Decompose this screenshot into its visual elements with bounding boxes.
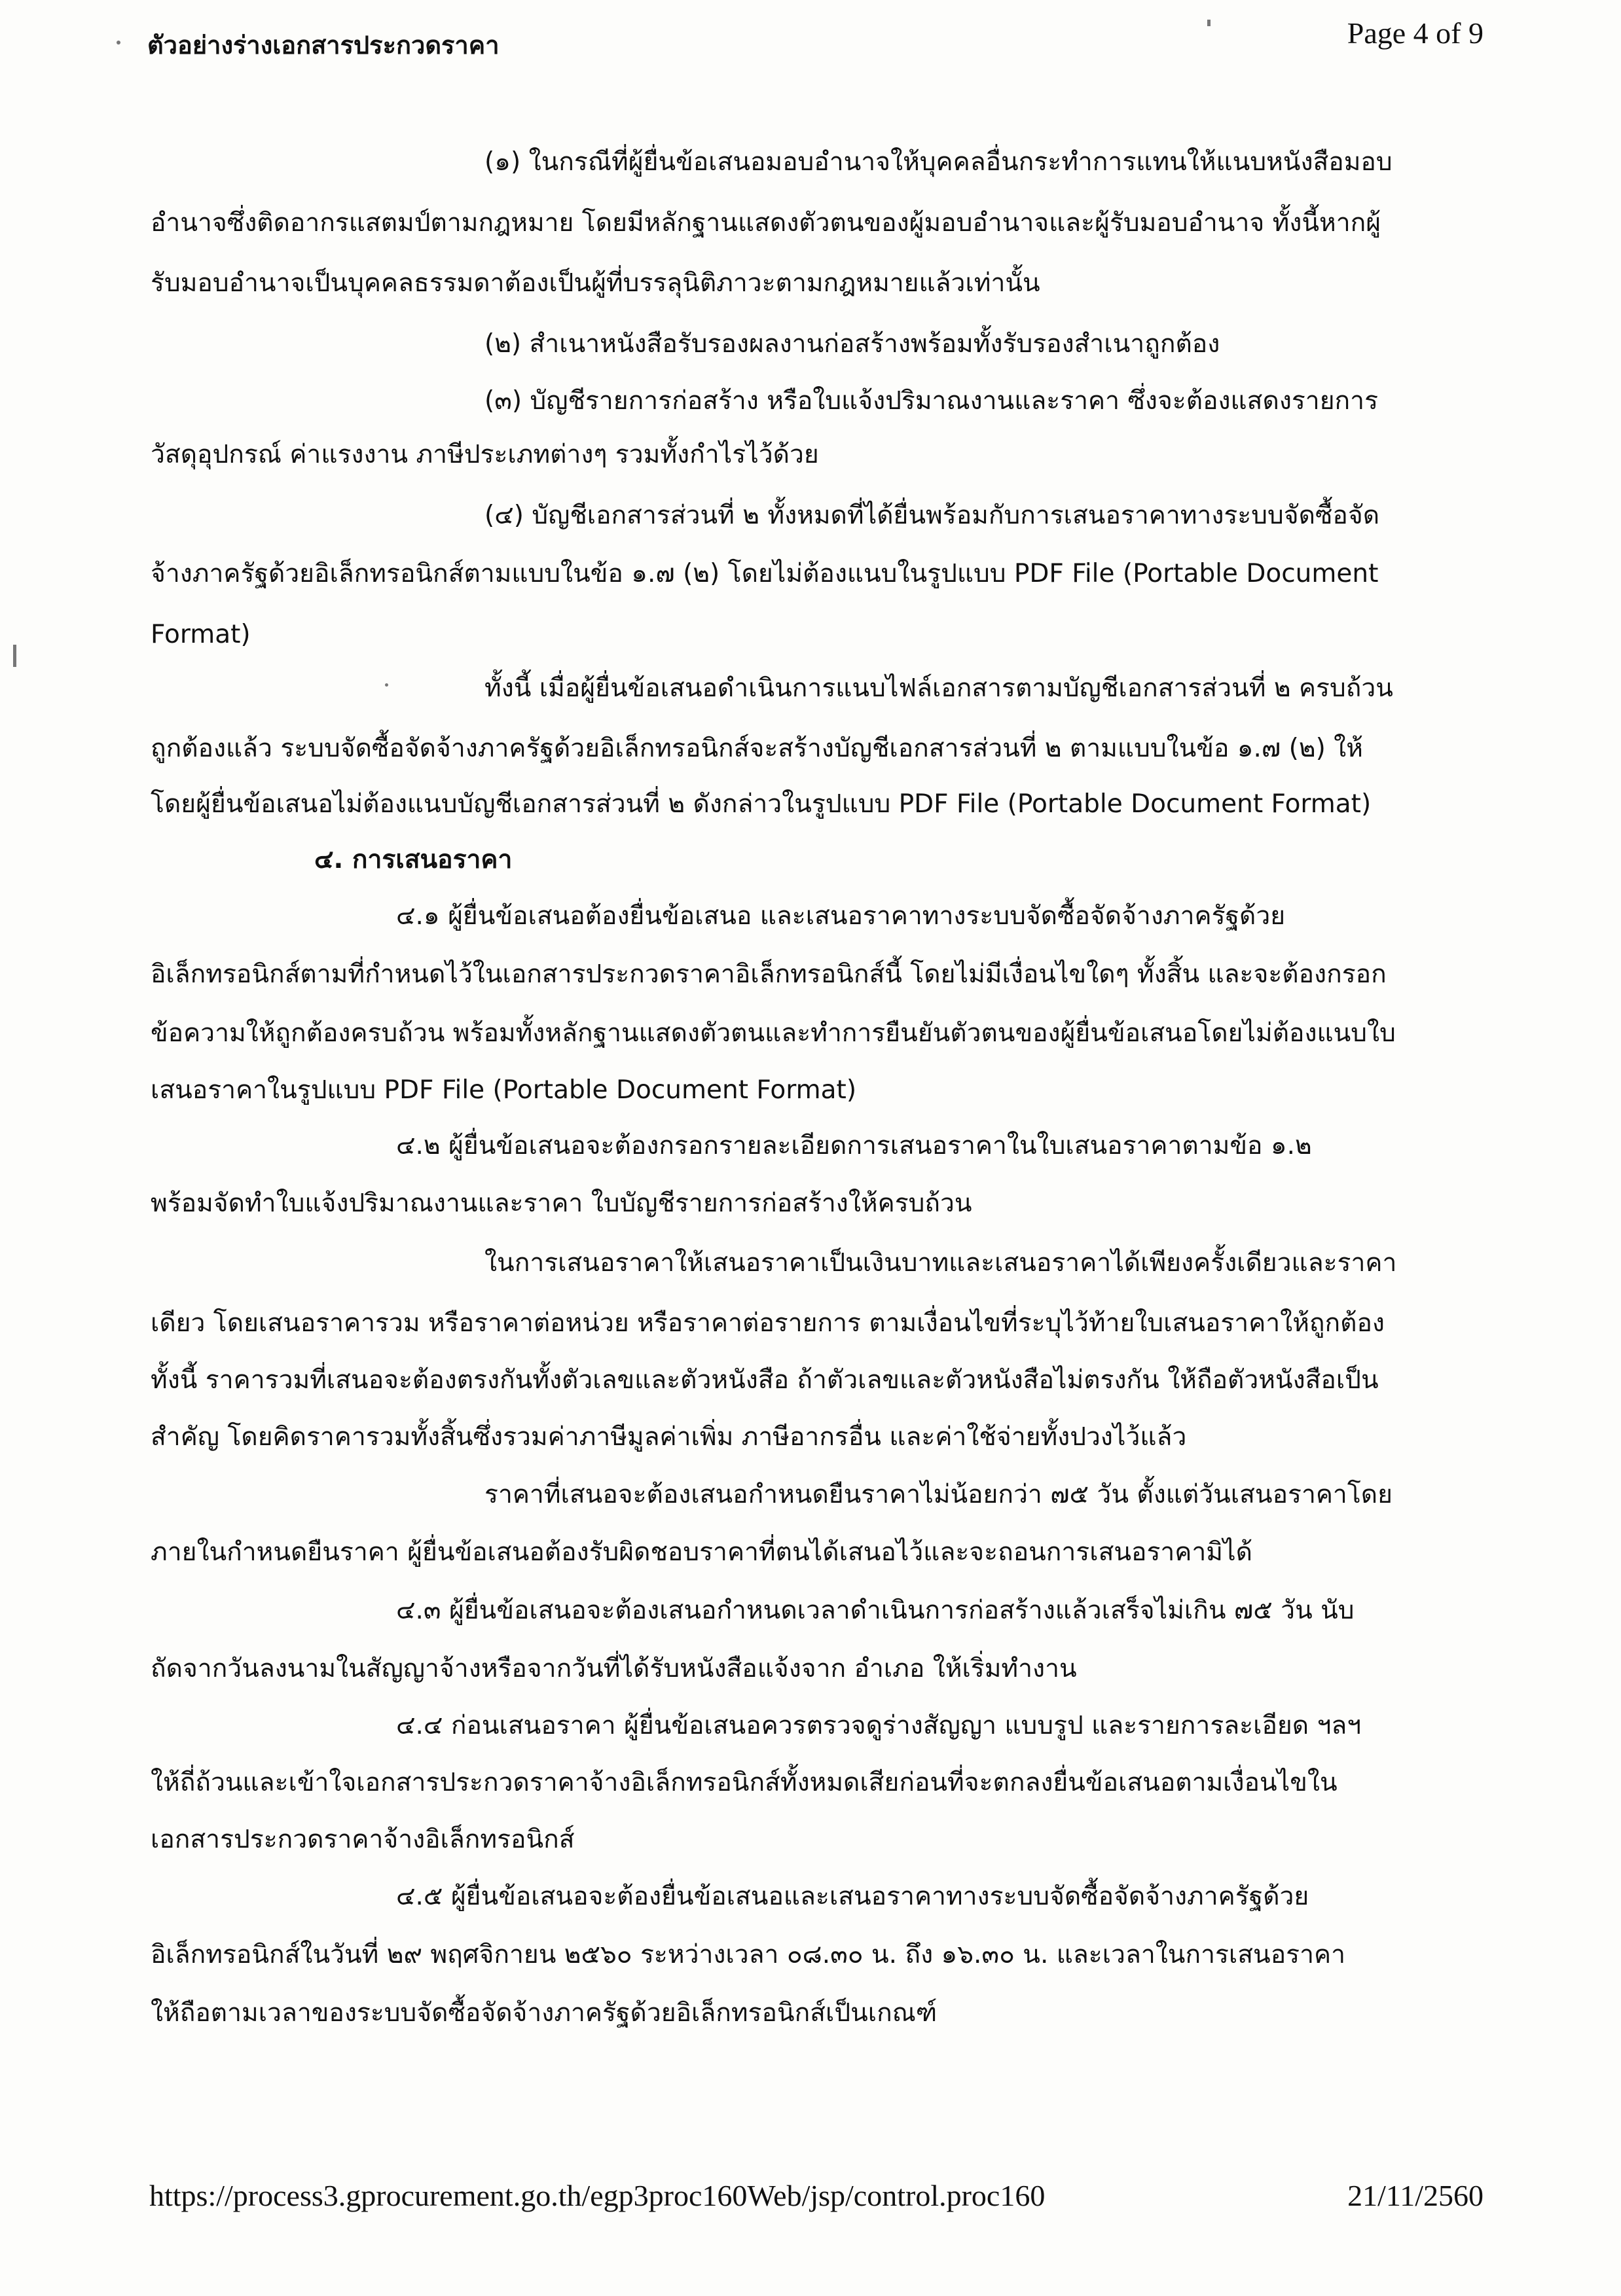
- text-line: ๔.๑ ผู้ยื่นข้อเสนอต้องยื่นข้อเสนอ และเสนอราคาทางระบบจัดซื้อจัดจ้างภาครัฐด้วย: [396, 901, 1286, 931]
- text-line: ๔.๓ ผู้ยื่นข้อเสนอจะต้องเสนอกำหนดเวลาดำเนินการก่อสร้างแล้วเสร็จไม่เกิน ๗๕ วัน นับ: [396, 1596, 1355, 1625]
- text-line: รับมอบอำนาจเป็นบุคคลธรรมดาต้องเป็นผู้ที่บรรลุนิติภาวะตามกฎหมายแล้วเท่านั้น: [151, 268, 1040, 298]
- scan-dot: [385, 683, 388, 687]
- page-number: Page 4 of 9: [1347, 16, 1484, 50]
- text-line: ถูกต้องแล้ว ระบบจัดซื้อจัดจ้างภาครัฐด้วยอิเล็กทรอนิกส์จะสร้างบัญชีเอกสารส่วนที่ ๒ ตามแบบในข้อ ๑.๗ (๒) ให้: [151, 734, 1363, 763]
- text-line: (๒) สำเนาหนังสือรับรองผลงานก่อสร้างพร้อมทั้งรับรองสำเนาถูกต้อง: [484, 329, 1220, 359]
- text-line: ราคาที่เสนอจะต้องเสนอกำหนดยืนราคาไม่น้อยกว่า ๗๕ วัน ตั้งแต่วันเสนอราคาโดย: [484, 1480, 1393, 1509]
- text-line: ๔.๕ ผู้ยื่นข้อเสนอจะต้องยื่นข้อเสนอและเสนอราคาทางระบบจัดซื้อจัดจ้างภาครัฐด้วย: [396, 1882, 1309, 1911]
- section-heading: ๔. การเสนอราคา: [314, 845, 513, 874]
- text-line: ข้อความให้ถูกต้องครบถ้วน พร้อมทั้งหลักฐานแสดงตัวตนและทำการยืนยันตัวตนของผู้ยื่นข้อเสนอโดยไม่ต้องแนบใบ: [151, 1018, 1396, 1048]
- text-line: ๔.๒ ผู้ยื่นข้อเสนอจะต้องกรอกรายละเอียดการเสนอราคาในใบเสนอราคาตามข้อ ๑.๒: [396, 1131, 1312, 1160]
- document-title: ตัวอย่างร่างเอกสารประกวดราคา: [147, 31, 500, 60]
- footer-url: https://process3.gprocurement.go.th/egp3proc160Web/jsp/control.proc160: [149, 2179, 1046, 2212]
- text-line: เดียว โดยเสนอราคารวม หรือราคาต่อหน่วย หรือราคาต่อรายการ ตามเงื่อนไขที่ระบุไว้ท้ายใบเสนอราคาให้ถูกต้อง: [151, 1308, 1385, 1338]
- text-line: เสนอราคาในรูปแบบ PDF File (Portable Document Format): [151, 1075, 857, 1105]
- text-line: วัสดุอุปกรณ์ ค่าแรงงาน ภาษีประเภทต่างๆ รวมทั้งกำไรไว้ด้วย: [151, 440, 819, 469]
- text-line: ให้ถือตามเวลาของระบบจัดซื้อจัดจ้างภาครัฐด้วยอิเล็กทรอนิกส์เป็นเกณฑ์: [151, 1998, 938, 2028]
- text-line: ๔.๔ ก่อนเสนอราคา ผู้ยื่นข้อเสนอควรตรวจดูร่างสัญญา แบบรูป และรายการละเอียด ฯลฯ: [396, 1711, 1362, 1740]
- text-line: อิเล็กทรอนิกส์ตามที่กำหนดไว้ในเอกสารประกวดราคาอิเล็กทรอนิกส์นี้ โดยไม่มีเงื่อนไขใดๆ ทั้งสิ้น และจะต้องกรอก: [151, 960, 1387, 989]
- text-line: Format): [151, 620, 251, 649]
- text-line: อิเล็กทรอนิกส์ในวันที่ ๒๙ พฤศจิกายน ๒๕๖๐ ระหว่างเวลา ๐๘.๓๐ น. ถึง ๑๖.๓๐ น. และเวลาในการเสนอราคา: [151, 1940, 1345, 1969]
- text-line: ให้ถี่ถ้วนและเข้าใจเอกสารประกวดราคาจ้างอิเล็กทรอนิกส์ทั้งหมดเสียก่อนที่จะตกลงยื่นข้อเสนอตามเงื่อนไขใน: [151, 1768, 1338, 1797]
- text-line: ภายในกำหนดยืนราคา ผู้ยื่นข้อเสนอต้องรับผิดชอบราคาที่ตนได้เสนอไว้และจะถอนการเสนอราคามิได้: [151, 1537, 1252, 1567]
- text-line: (๔) บัญชีเอกสารส่วนที่ ๒ ทั้งหมดที่ได้ยื่นพร้อมกับการเสนอราคาทางระบบจัดซื้อจัด: [484, 501, 1380, 530]
- footer-date: 21/11/2560: [1347, 2179, 1484, 2212]
- scan-mark: [13, 645, 16, 667]
- text-line: พร้อมจัดทำใบแจ้งปริมาณงานและราคา ใบบัญชีรายการก่อสร้างให้ครบถ้วน: [151, 1189, 972, 1218]
- text-line: เอกสารประกวดราคาจ้างอิเล็กทรอนิกส์: [151, 1825, 575, 1854]
- text-line: ทั้งนี้ เมื่อผู้ยื่นข้อเสนอดำเนินการแนบไฟล์เอกสารตามบัญชีเอกสารส่วนที่ ๒ ครบถ้วน: [484, 673, 1393, 703]
- text-line: โดยผู้ยื่นข้อเสนอไม่ต้องแนบบัญชีเอกสารส่วนที่ ๒ ดังกล่าวในรูปแบบ PDF File (Portable Document Format): [151, 789, 1372, 819]
- text-line: ถัดจากวันลงนามในสัญญาจ้างหรือจากวันที่ได้รับหนังสือแจ้งจาก อำเภอ ให้เริ่มทำงาน: [151, 1654, 1077, 1683]
- text-line: ทั้งนี้ ราคารวมที่เสนอจะต้องตรงกันทั้งตัวเลขและตัวหนังสือ ถ้าตัวเลขและตัวหนังสือไม่ตรงกัน ให้ถือตัวหนังสือเป็น: [151, 1365, 1379, 1395]
- text-line: จ้างภาครัฐด้วยอิเล็กทรอนิกส์ตามแบบในข้อ ๑.๗ (๒) โดยไม่ต้องแนบในรูปแบบ PDF File (Portable Document: [151, 559, 1379, 588]
- text-line: ในการเสนอราคาให้เสนอราคาเป็นเงินบาทและเสนอราคาได้เพียงครั้งเดียวและราคา: [484, 1248, 1397, 1278]
- scan-mark: [1207, 20, 1211, 26]
- text-line: สำคัญ โดยคิดราคารวมทั้งสิ้นซึ่งรวมค่าภาษีมูลค่าเพิ่ม ภาษีอากรอื่น และค่าใช้จ่ายทั้งปวงไว้แล้ว: [151, 1422, 1187, 1452]
- text-line: (๓) บัญชีรายการก่อสร้าง หรือใบแจ้งปริมาณงานและราคา ซึ่งจะต้องแสดงรายการ: [484, 386, 1379, 416]
- text-line: (๑) ในกรณีที่ผู้ยื่นข้อเสนอมอบอำนาจให้บุคคลอื่นกระทำการแทนให้แนบหนังสือมอบ: [484, 147, 1393, 177]
- scan-dot: [117, 41, 120, 45]
- text-line: อำนาจซึ่งติดอากรแสตมป์ตามกฎหมาย โดยมีหลักฐานแสดงตัวตนของผู้มอบอำนาจและผู้รับมอบอำนาจ ทั้งนี้หากผู้: [151, 208, 1381, 238]
